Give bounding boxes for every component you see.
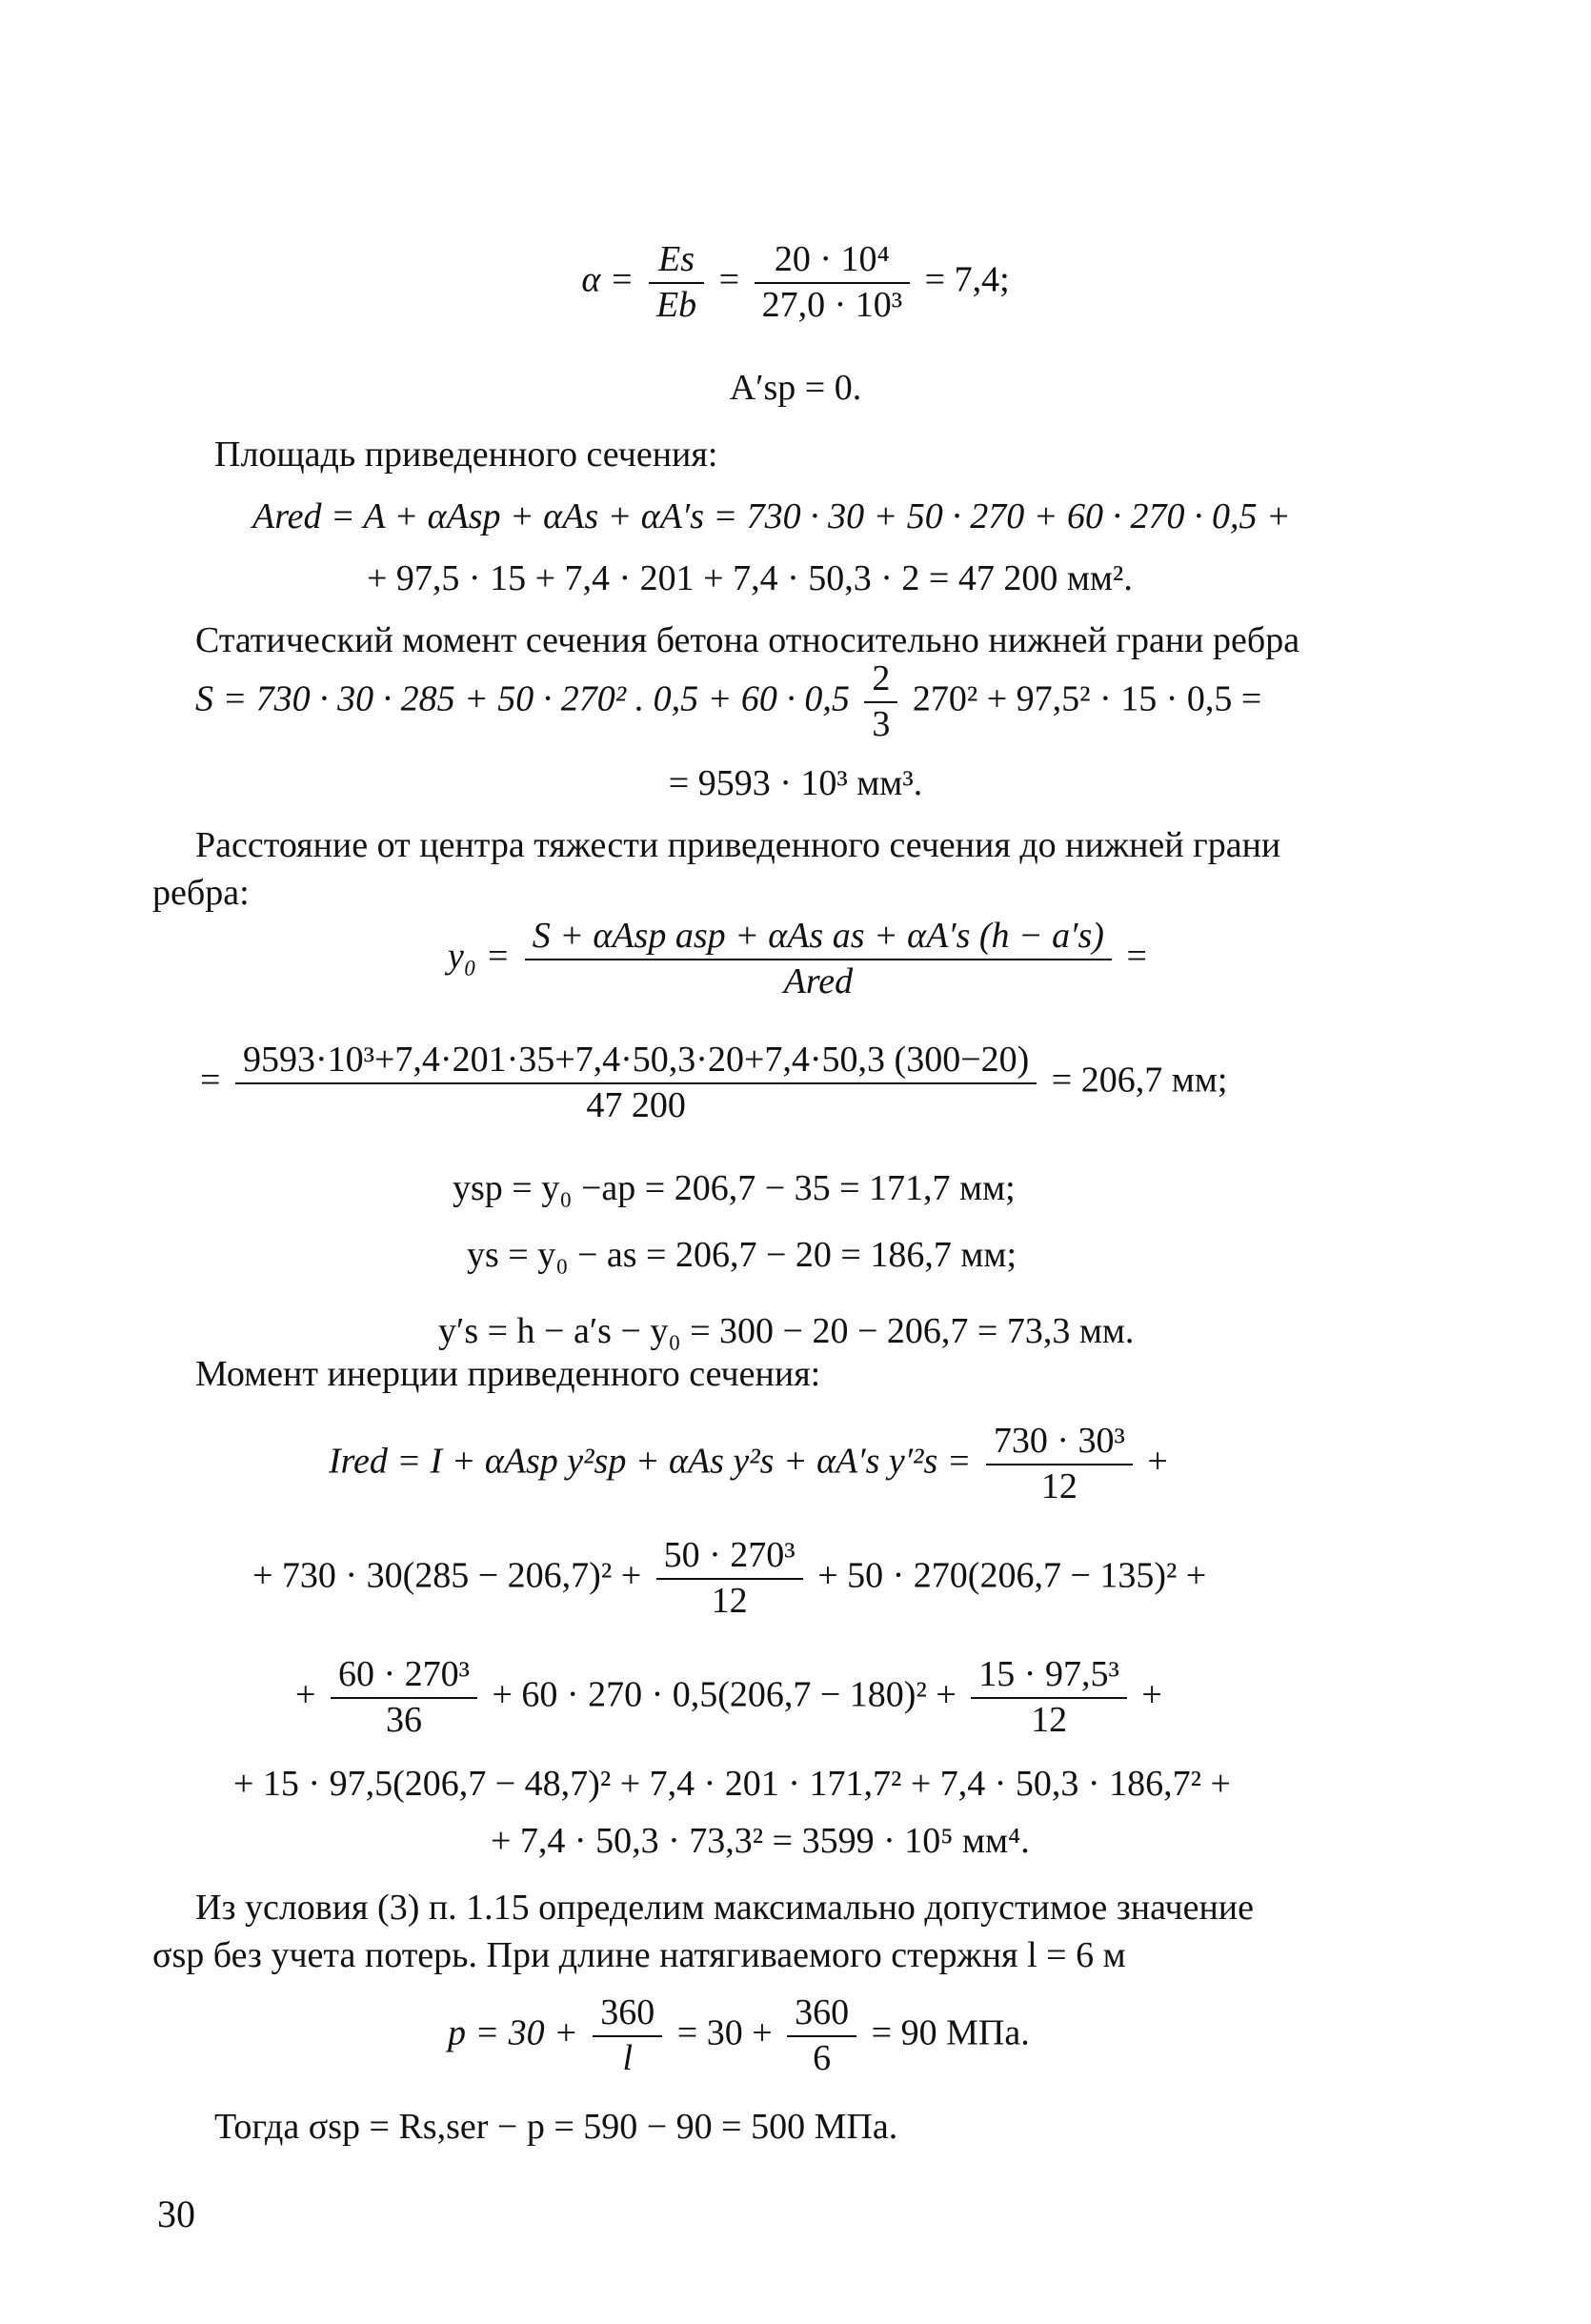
ired-formula-line-5: + 7,4 · 50,3 · 73,3² = 3599 · 10⁵ мм⁴. (491, 1821, 1030, 1861)
ired-formula-line-1: Ired = I + αAsp y²sp + αAs y²s + αA′s y′²s = $\frac{\text{730 · 30³}}{12}$ + (329, 1421, 1168, 1506)
inertia-heading: Момент инерции приведенного сечения: (195, 1354, 821, 1394)
ired-formula-line-4: + 15 · 97,5(206,7 − 48,7)² + 7,4 · 201 · 171,7² + 7,4 · 50,3 · 186,7² + (233, 1764, 1231, 1804)
distance-text-line-1: Расстояние от центра тяжести приведенного сечения до нижней грани (195, 825, 1281, 865)
ared-formula-line-1: Ared = A + αAsp + αAs + αA′s = 730 · 30 + 50 · 270 + 60 · 270 · 0,5 + (252, 496, 1291, 536)
area-heading: Площадь приведенного сечения: (214, 434, 718, 475)
ired-formula-line-3: + $\frac{\text{60 · 270³}}{36}$ + 60 · 270 · 0,5(206,7 − 180)² + $\frac{\text{15 · 97,5³}}{12}$ + (295, 1654, 1162, 1740)
ys-prime-formula: y′s = h − a′s − y₀ = 300 − 20 − 206,7 = 73,3 мм. (438, 1311, 1135, 1351)
y0-fraction: $\frac{\text{S + αAsp asp + αAs as + αA′s (h − a′s)}}{\text{Ared}}$ (525, 915, 1112, 1003)
condition-text-line-1: Из условия (3) п. 1.15 определим максимально допустимое значение (195, 1888, 1254, 1928)
ys-formula: ys = y₀ − as = 206,7 − 20 = 186,7 мм; (467, 1235, 1017, 1275)
s-formula-line-1: S = 730 · 30 · 285 + 50 · 270² . 0,5 + 60 · 0,5 $\frac{2}{3}$ 270² + 97,5² · 15 · 0,5 = (195, 657, 1261, 746)
distance-text-line-2: ребра: (152, 873, 250, 913)
y0-calc-fraction: $\frac{\text{9593·10³+7,4·201·35+7,4·50,3·20+7,4·50,3 (300−20)}}{47 200}$ (235, 1039, 1037, 1127)
y0-formula: y₀ = $\frac{\text{S + αAsp asp + αAs as + αA′s (h − a′s)}}{\text{Ared}}$ = (448, 915, 1147, 1003)
s-fraction: $\frac{2}{3}$ (864, 657, 897, 746)
condition-text-line-2: σsp без учета потерь. При длине натягиваемого стержня l = 6 м (152, 1935, 1126, 1975)
ared-formula-line-2: + 97,5 · 15 + 7,4 · 201 + 7,4 · 50,3 · 2 = 47 200 мм². (367, 558, 1133, 598)
page-number: 30 (157, 2193, 195, 2235)
alpha-lhs: α = (581, 259, 634, 300)
static-moment-text: Статический момент сечения бетона относительно нижней грани ребра (195, 620, 1300, 660)
then-formula: Тогда σsp = Rs,ser − p = 590 − 90 = 500 МПа. (214, 2107, 898, 2147)
alpha-formula: α = $\frac{Es}{Eb}$ = $\frac{\text{20 · 10⁴}}{\text{27,0 · 10³}}$ = 7,4; (0, 238, 1591, 327)
p-formula: p = 30 + $\frac{360}{l}$ = 30 + $\frac{360}{6}$ = 90 МПа. (448, 1992, 1030, 2078)
asp-formula: A′sp = 0. (729, 368, 862, 408)
y0-calculation: = $\frac{\text{9593·10³+7,4·201·35+7,4·50,3·20+7,4·50,3 (300−20)}}{47 200}$ = 206,7 мм; (200, 1039, 1227, 1127)
s-formula-line-2: = 9593 · 10³ мм³. (668, 763, 923, 803)
ired-formula-line-2: + 730 · 30(285 − 206,7)² + $\frac{\text{50 · 270³}}{12}$ + 50 · 270(206,7 − 135)² + (252, 1535, 1207, 1621)
ysp-formula: ysp = y₀ −ap = 206,7 − 35 = 171,7 мм; (453, 1168, 1016, 1208)
alpha-fraction-1: $\frac{Es}{Eb}$ (649, 238, 704, 327)
alpha-fraction-2: $\frac{\text{20 · 10⁴}}{\text{27,0 · 10³}}$ (755, 238, 911, 327)
